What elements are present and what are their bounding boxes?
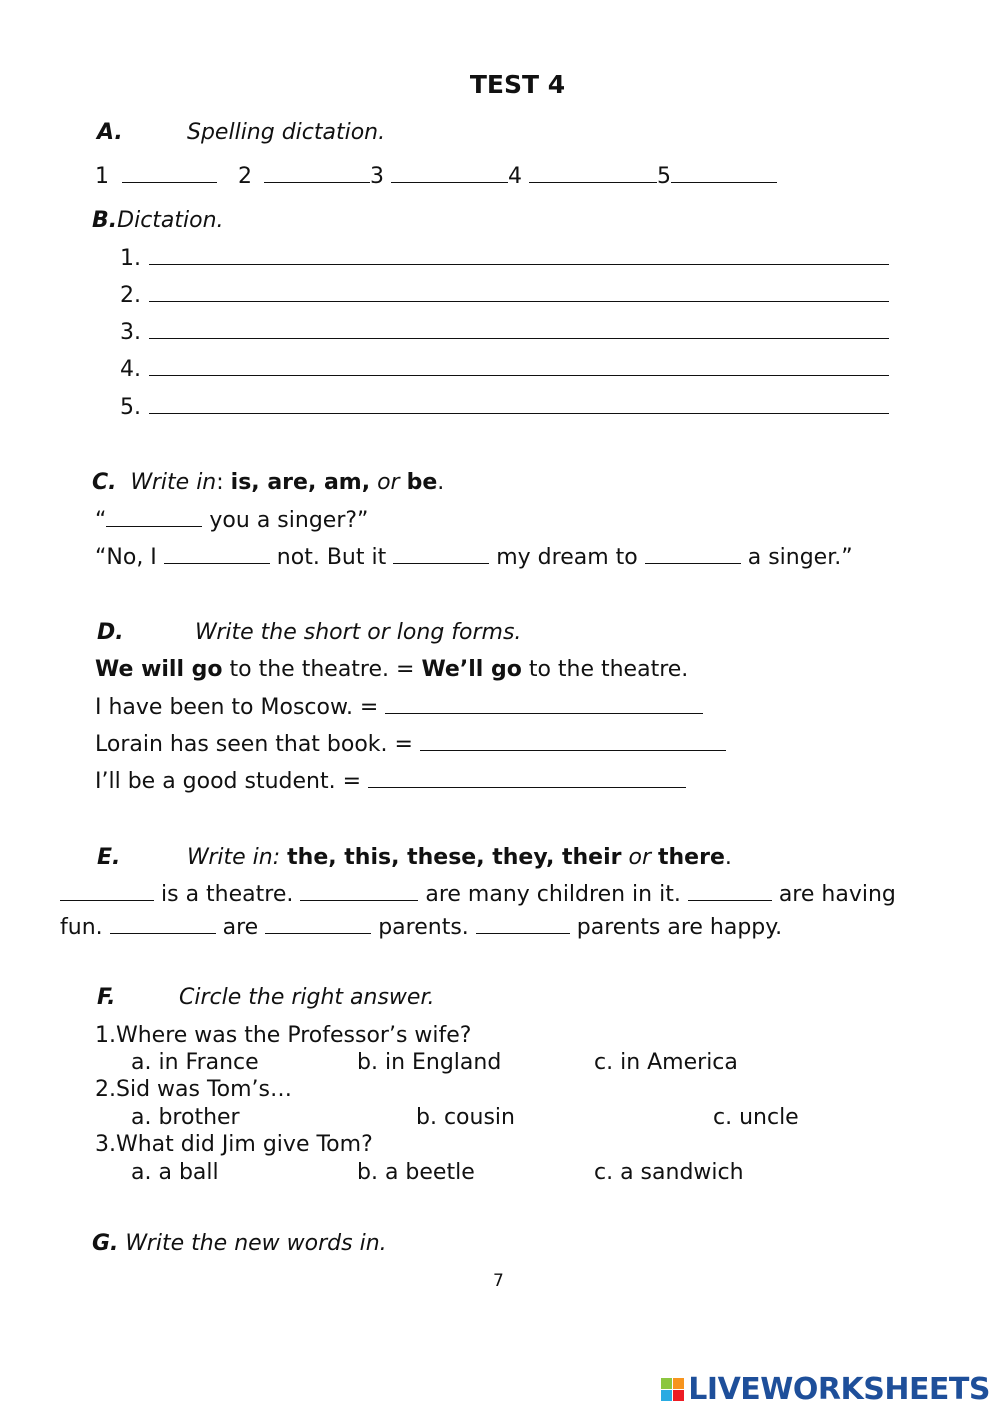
section-c-instr-end: .: [437, 470, 445, 495]
dictation-blank[interactable]: [149, 248, 889, 265]
dictation-line-5[interactable]: [120, 395, 889, 420]
section-f-letter: F.: [97, 985, 116, 1010]
liveworksheets-logo: [661, 1372, 990, 1407]
section-c-instr-words: is, are, am,: [230, 470, 371, 495]
example-text: to the theatre.: [528, 657, 689, 682]
spelling-blank-4[interactable]: [529, 164, 657, 183]
dictation-number: 3.: [120, 320, 141, 345]
section-f-instruction: Circle the right answer.: [179, 985, 435, 1010]
section-e-instr-or: or: [628, 845, 651, 870]
dictation-number: 1.: [120, 246, 141, 271]
section-b-letter: B.: [92, 208, 118, 233]
section-e-line-2: [60, 915, 782, 940]
fill-blank[interactable]: [385, 695, 703, 714]
section-a-letter: A.: [97, 120, 123, 145]
dictation-number: 4.: [120, 357, 141, 382]
fill-blank[interactable]: [164, 545, 270, 564]
section-c-instr-be: be: [406, 470, 438, 495]
fill-blank[interactable]: [393, 545, 489, 564]
section-e-text: fun.: [60, 915, 103, 940]
fill-blank[interactable]: [300, 882, 418, 901]
section-b-heading: [92, 208, 224, 233]
section-e-text: parents.: [378, 915, 469, 940]
section-e-text: is a theatre.: [161, 882, 294, 907]
spelling-number-5: 5: [657, 164, 671, 189]
spelling-number-3: 3: [370, 164, 384, 189]
dictation-blank[interactable]: [149, 285, 889, 302]
section-d-instruction: Write the short or long forms.: [195, 620, 522, 645]
section-c-text: my dream to: [496, 545, 638, 570]
q3-option-c[interactable]: c. a sandwich: [594, 1160, 744, 1185]
section-d-item-3: [95, 769, 686, 794]
section-d-item-1: [95, 695, 703, 720]
q3-option-a[interactable]: a. a ball: [131, 1160, 219, 1185]
section-c-line-2: [95, 545, 853, 570]
page-number: 7: [493, 1271, 504, 1291]
section-d-example: [95, 657, 688, 682]
open-quote: “: [95, 508, 107, 533]
dictation-line-3[interactable]: [120, 320, 889, 345]
logo-text: LIVEWORKSHEETS: [688, 1372, 990, 1407]
page-title: TEST 4: [469, 70, 566, 99]
section-d-item-2: [95, 732, 726, 757]
section-g-heading: [92, 1231, 387, 1256]
section-e-instr-words: the, this, these, they, their: [287, 845, 622, 870]
section-c-text: you a singer?”: [209, 508, 369, 533]
section-d-prompt: I’ll be a good student. =: [95, 769, 362, 794]
section-e-heading: [187, 845, 732, 870]
section-c-text: a singer.”: [747, 545, 853, 570]
q3-option-b[interactable]: b. a beetle: [357, 1160, 475, 1185]
spelling-blank-1[interactable]: [122, 164, 217, 183]
section-e-letter: E.: [97, 845, 121, 870]
section-d-letter: D.: [97, 620, 124, 645]
section-a-instruction: Spelling dictation.: [187, 120, 386, 145]
section-c-instr-colon: :: [216, 470, 224, 495]
section-c-letter: C.: [92, 470, 117, 495]
section-e-instr-prefix: Write in:: [187, 845, 281, 870]
section-b-instruction: Dictation.: [117, 208, 224, 233]
section-c-text: “No, I: [95, 545, 157, 570]
question-1: 1.Where was the Professor’s wife?: [95, 1023, 472, 1048]
example-long-form: We will go: [95, 657, 223, 682]
dictation-line-2[interactable]: [120, 283, 889, 308]
spelling-blank-2[interactable]: [264, 164, 370, 183]
dictation-number: 5.: [120, 395, 141, 420]
section-d-prompt: I have been to Moscow. =: [95, 695, 379, 720]
fill-blank[interactable]: [60, 882, 154, 901]
section-c-line-1: [95, 508, 368, 533]
section-e-line-1: [60, 882, 896, 907]
section-g-instruction: Write the new words in.: [125, 1231, 387, 1256]
fill-blank[interactable]: [688, 882, 772, 901]
section-e-text: parents are happy.: [576, 915, 783, 940]
dictation-line-4[interactable]: [120, 357, 889, 382]
section-e-text: are having: [778, 882, 896, 907]
section-e-text: are many children in it.: [425, 882, 681, 907]
dictation-blank[interactable]: [149, 397, 889, 414]
section-c-heading: [92, 470, 444, 495]
dictation-blank[interactable]: [149, 322, 889, 339]
spelling-number-4: 4: [508, 164, 522, 189]
q1-option-c[interactable]: c. in America: [594, 1050, 738, 1075]
q2-option-a[interactable]: a. brother: [131, 1105, 240, 1130]
dictation-number: 2.: [120, 283, 141, 308]
fill-blank[interactable]: [476, 915, 570, 934]
section-e-text: are: [222, 915, 259, 940]
q2-option-b[interactable]: b. cousin: [416, 1105, 515, 1130]
section-e-instr-there: there: [658, 845, 725, 870]
spelling-blank-5[interactable]: [671, 164, 777, 183]
example-text: to the theatre. =: [229, 657, 415, 682]
spelling-blank-3[interactable]: [391, 164, 508, 183]
spelling-number-1: 1: [95, 164, 109, 189]
dictation-blank[interactable]: [149, 359, 889, 376]
spelling-number-2: 2: [238, 164, 252, 189]
fill-blank[interactable]: [368, 769, 686, 788]
section-g-letter: G.: [92, 1231, 119, 1256]
fill-blank[interactable]: [265, 915, 371, 934]
fill-blank[interactable]: [645, 545, 741, 564]
logo-mark-icon: [661, 1378, 684, 1401]
section-c-text: not. But it: [276, 545, 387, 570]
section-c-instr-prefix: Write in: [130, 470, 217, 495]
section-c-instr-or: or: [377, 470, 400, 495]
example-short-form: We’ll go: [421, 657, 522, 682]
spelling-blanks-row: [95, 164, 777, 189]
q2-option-c[interactable]: c. uncle: [713, 1105, 799, 1130]
q1-option-a[interactable]: a. in France: [131, 1050, 259, 1075]
fill-blank[interactable]: [110, 915, 216, 934]
fill-blank[interactable]: [106, 508, 202, 527]
section-e-instr-end: .: [724, 845, 732, 870]
dictation-line-1[interactable]: [120, 246, 889, 271]
section-d-prompt: Lorain has seen that book. =: [95, 732, 413, 757]
q1-option-b[interactable]: b. in England: [357, 1050, 502, 1075]
fill-blank[interactable]: [420, 732, 726, 751]
question-2: 2.Sid was Tom’s…: [95, 1077, 293, 1102]
question-3: 3.What did Jim give Tom?: [95, 1132, 373, 1157]
